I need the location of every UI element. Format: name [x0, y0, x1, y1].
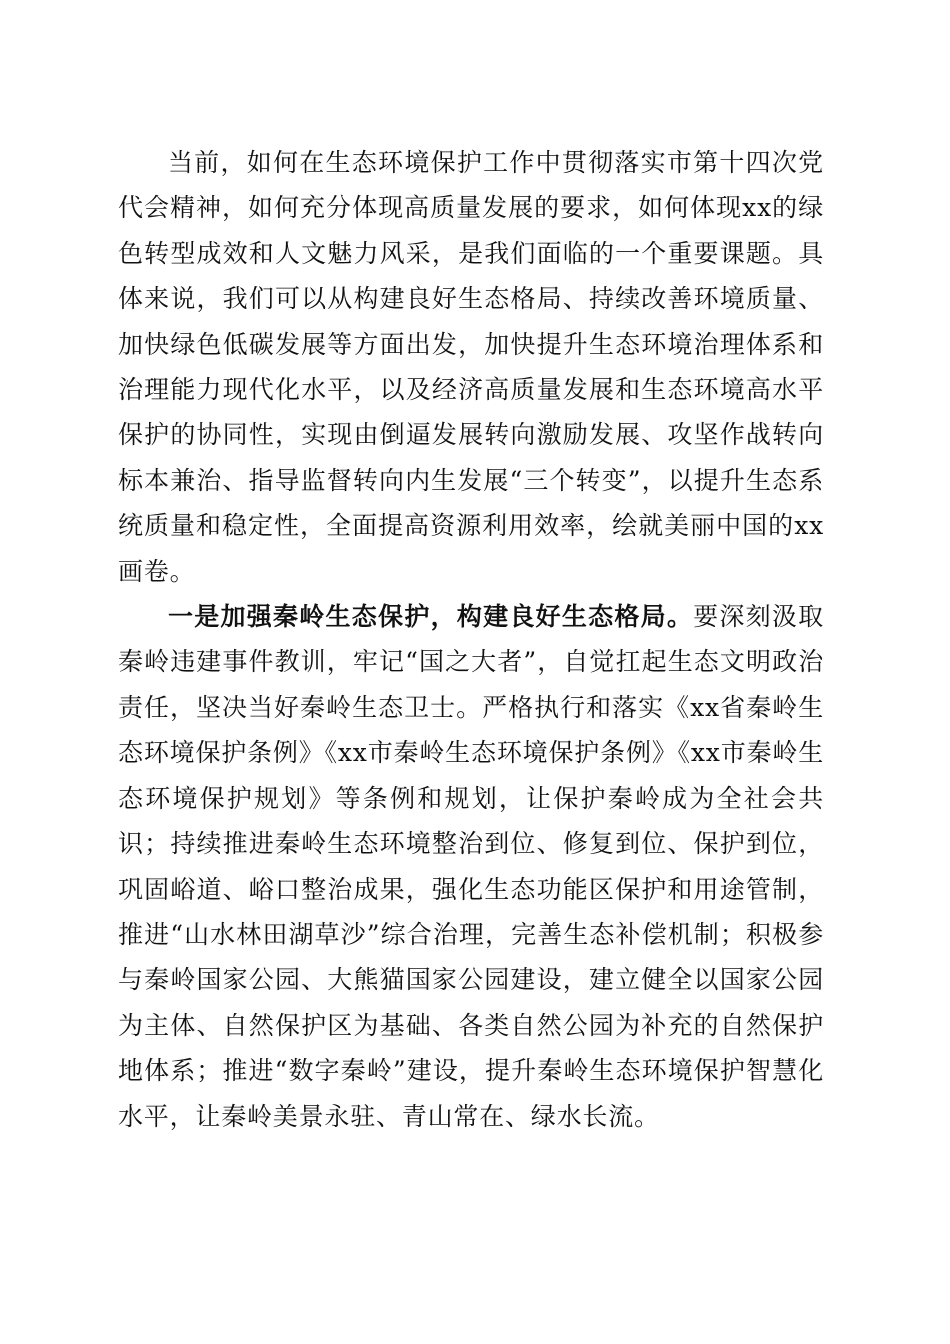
document-body: [118, 140, 824, 1139]
paragraph-intro: [118, 140, 824, 594]
paragraph-point-one-text: 要深刻汲取秦岭违建事件教训，牢记“国之大者”，自觉扛起生态文明政治责任，坚决当好秦岭生态卫士。严格执行和落实《xx省秦岭生态环境保护条例》《xx市秦岭生态环境保护条例》《xx市秦岭生态环境保护规划》等条例和规划，让保护秦岭成为全社会共识；持续推进秦岭生态环境整治到位、修复到位、保护到位，巩固峪道、峪口整治成果，强化生态功能区保护和用途管制，推进“山水林田湖草沙”综合治理，完善生态补偿机制；积极参与秦岭国家公园、大熊猫国家公园建设，建立健全以国家公园为主体、自然保护区为基础、各类自然公园为补充的自然保护地体系；推进“数字秦岭”建设，提升秦岭生态环境保护智慧化水平，让秦岭美景永驻、青山常在、绿水长流。: [118, 602, 824, 1131]
paragraph-intro-text: 当前，如何在生态环境保护工作中贯彻落实市第十四次党代会精神，如何充分体现高质量发展的要求，如何体现xx的绿色转型成效和人文魅力风采，是我们面临的一个重要课题。具体来说，我们可以从构建良好生态格局、持续改善环境质量、加快绿色低碳发展等方面出发，加快提升生态环境治理体系和治理能力现代化水平，以及经济高质量发展和生态环境高水平保护的协同性，实现由倒逼发展转向激励发展、攻坚作战转向标本兼治、指导监督转向内生发展“三个转变”，以提升生态系统质量和稳定性，全面提高资源利用效率，绘就美丽中国的xx画卷。: [118, 148, 824, 586]
paragraph-point-one-heading: 一是加强秦岭生态保护，构建良好生态格局。: [168, 602, 694, 632]
paragraph-point-one: [118, 594, 824, 1139]
